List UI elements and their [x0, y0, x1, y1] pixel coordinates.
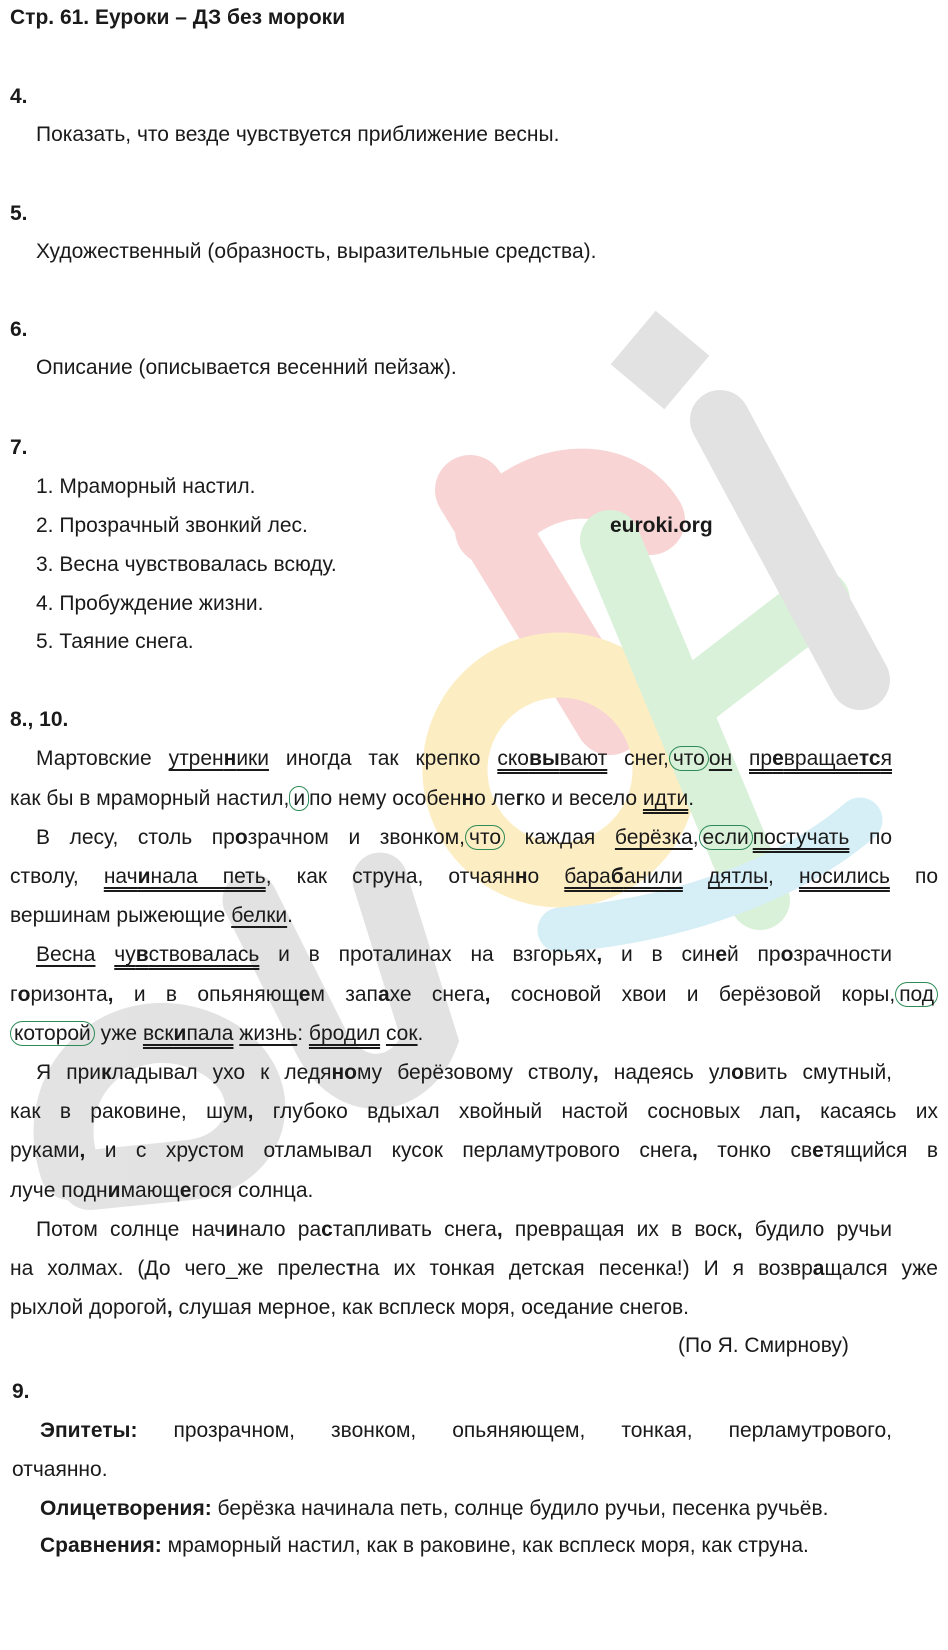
text-line: на холмах. (До чего_же прелестна их тонкая детская песенка!) И я возвращался уже — [10, 1257, 938, 1280]
text-line: Я прикладывал ухо к ледяному берёзовому стволу, надеясь уловить смутный, — [36, 1061, 893, 1084]
text-line: В лесу, столь прозрачном и звонком, что каждая берёзка, если постучать по — [36, 826, 892, 849]
text-line: вершинам рыжеющие белки. — [10, 904, 293, 927]
section-7-item: 4. Пробуждение жизни. — [36, 592, 264, 615]
epithets-line-continued: отчаянно. — [12, 1458, 108, 1481]
text-line: рыхлой дорогой, слушая мерное, как всплеск моря, оседание снегов. — [10, 1296, 690, 1319]
section-7-item: 1. Мраморный настил. — [36, 475, 256, 498]
circled-conjunction: если — [699, 825, 753, 850]
section-9-number: 9. — [12, 1380, 30, 1403]
epithets-line: Эпитеты: прозрачном, звонком, опьяняющем, тонкая, перламутрового, — [40, 1419, 892, 1442]
section-4-number: 4. — [10, 85, 28, 108]
text-line: как в раковине, шум, глубоко вдыхал хвойный настой сосновых лап, касаясь их — [10, 1100, 938, 1123]
section-7-number: 7. — [10, 436, 28, 459]
section-6-answer: Описание (описывается весенний пейзаж). — [36, 356, 457, 379]
text-line: как бы в мраморный настил, и по нему особенно легко и весело идти. — [10, 787, 695, 810]
text-line: которой уже вскипала жизнь: бродил сок. — [10, 1020, 938, 1048]
section-6-number: 6. — [10, 318, 28, 341]
circled-conjunction: и — [289, 786, 309, 811]
personification-line: Олицетворения: берёзка начинала петь, солнце будило ручьи, песенка ручьёв. — [40, 1497, 829, 1520]
section-7-item: 2. Прозрачный звонкий лес. — [36, 514, 308, 537]
text-line: Весна чувствовалась и в проталинах на взгорьях, и в синей прозрачности — [36, 943, 893, 966]
text-line: руками, и с хрустом отламывал кусок перламутрового снега, тонко светящийся в — [10, 1139, 939, 1162]
section-7-item: 3. Весна чувствовалась всюду. — [36, 553, 337, 576]
circled-preposition: под — [895, 982, 938, 1007]
section-4-answer: Показать, что везде чувствуется приближение весны. — [36, 123, 560, 146]
page-title: Стр. 61. Еуроки – ДЗ без мороки — [10, 6, 346, 29]
attribution: (По Я. Смирнову) — [678, 1334, 849, 1357]
watermark-i-stem — [720, 420, 860, 680]
text-line: луче поднимающегося солнца. — [10, 1179, 314, 1202]
circled-conjunction: что — [465, 825, 505, 850]
circled-pronoun: которой — [10, 1021, 95, 1046]
section-5-number: 5. — [10, 202, 28, 225]
watermark-i-dot — [611, 311, 710, 410]
site-watermark-text: euroki.org — [610, 514, 713, 537]
section-5-answer: Художественный (образность, выразительные средства). — [36, 240, 597, 263]
text-line: стволу, начинала петь, как струна, отчаянно барабанили дятлы, носились по — [10, 865, 939, 888]
text-line: Мартовские утренники иногда так крепко сковывают снег, что он превращается — [36, 747, 892, 770]
comparisons-line: Сравнения: мраморный настил, как в раковине, как всплеск моря, как струна. — [40, 1534, 809, 1557]
circled-conjunction: что — [669, 746, 709, 771]
section-8-10-number: 8., 10. — [10, 708, 69, 731]
text-line: Потом солнце начинало растапливать снега, превращая их в воск, будило ручьи — [36, 1218, 892, 1241]
text-line: горизонта, и в опьяняющем запахе снега, сосновой хвои и берёзовой коры, под — [10, 981, 938, 1009]
section-7-item: 5. Таяние снега. — [36, 630, 194, 653]
